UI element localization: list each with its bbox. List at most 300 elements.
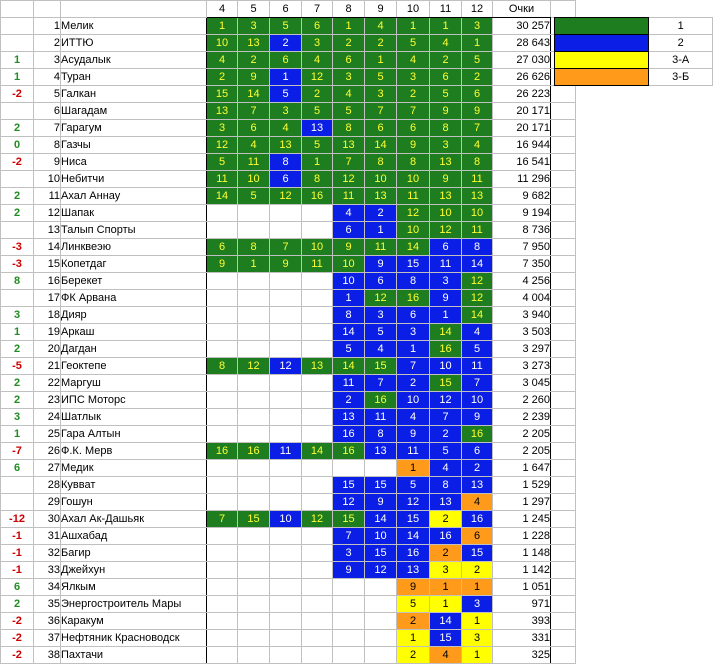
season-position-cell[interactable]: 16	[430, 528, 462, 545]
season-position-cell[interactable]: 12	[365, 290, 397, 307]
season-position-cell[interactable]	[207, 307, 238, 324]
rank-cell[interactable]: 5	[34, 86, 61, 103]
season-position-cell[interactable]	[302, 494, 333, 511]
rank-change-cell[interactable]: -2	[1, 86, 34, 103]
rank-cell[interactable]: 21	[34, 358, 61, 375]
season-position-cell[interactable]: 2	[397, 647, 430, 664]
header-col[interactable]: 8	[333, 1, 365, 18]
season-position-cell[interactable]: 3	[462, 596, 493, 613]
season-position-cell[interactable]: 12	[302, 69, 333, 86]
season-position-cell[interactable]	[365, 579, 397, 596]
season-position-cell[interactable]	[365, 596, 397, 613]
season-position-cell[interactable]: 4	[397, 409, 430, 426]
season-position-cell[interactable]: 7	[238, 103, 270, 120]
season-position-cell[interactable]	[238, 341, 270, 358]
season-position-cell[interactable]	[238, 596, 270, 613]
empty-cell[interactable]	[551, 154, 576, 171]
season-position-cell[interactable]: 16	[365, 392, 397, 409]
rank-change-cell[interactable]	[1, 103, 34, 120]
season-position-cell[interactable]: 2	[397, 375, 430, 392]
team-name-cell[interactable]: Энергостроитель Мары	[61, 596, 207, 613]
team-name-cell[interactable]: Маргуш	[61, 375, 207, 392]
season-position-cell[interactable]	[207, 647, 238, 664]
rank-change-cell[interactable]	[1, 35, 34, 52]
season-position-cell[interactable]: 12	[397, 205, 430, 222]
season-position-cell[interactable]: 13	[365, 443, 397, 460]
season-position-cell[interactable]: 1	[430, 307, 462, 324]
team-name-cell[interactable]: Линквеэю	[61, 239, 207, 256]
season-position-cell[interactable]: 12	[365, 562, 397, 579]
rank-change-cell[interactable]: -1	[1, 562, 34, 579]
empty-cell[interactable]	[551, 273, 576, 290]
rank-change-cell[interactable]: -1	[1, 528, 34, 545]
season-position-cell[interactable]: 14	[238, 86, 270, 103]
points-cell[interactable]: 7 350	[493, 256, 551, 273]
season-position-cell[interactable]: 13	[462, 477, 493, 494]
season-position-cell[interactable]: 11	[365, 239, 397, 256]
rank-cell[interactable]: 17	[34, 290, 61, 307]
season-position-cell[interactable]: 2	[302, 86, 333, 103]
rank-cell[interactable]: 28	[34, 477, 61, 494]
legend-swatch[interactable]	[555, 18, 649, 35]
season-position-cell[interactable]	[270, 324, 302, 341]
rank-change-cell[interactable]: 8	[1, 273, 34, 290]
season-position-cell[interactable]	[302, 375, 333, 392]
season-position-cell[interactable]	[207, 477, 238, 494]
season-position-cell[interactable]: 9	[430, 103, 462, 120]
rank-cell[interactable]: 14	[34, 239, 61, 256]
season-position-cell[interactable]: 15	[333, 477, 365, 494]
season-position-cell[interactable]: 15	[207, 86, 238, 103]
season-position-cell[interactable]	[270, 426, 302, 443]
empty-cell[interactable]	[551, 460, 576, 477]
season-position-cell[interactable]: 3	[365, 307, 397, 324]
season-position-cell[interactable]: 16	[462, 426, 493, 443]
season-position-cell[interactable]	[302, 545, 333, 562]
season-position-cell[interactable]: 4	[430, 460, 462, 477]
points-cell[interactable]: 2 260	[493, 392, 551, 409]
season-position-cell[interactable]	[270, 460, 302, 477]
season-position-cell[interactable]: 11	[238, 154, 270, 171]
points-cell[interactable]: 3 045	[493, 375, 551, 392]
empty-cell[interactable]	[551, 358, 576, 375]
season-position-cell[interactable]: 2	[430, 52, 462, 69]
empty-cell[interactable]	[551, 443, 576, 460]
season-position-cell[interactable]: 9	[397, 137, 430, 154]
season-position-cell[interactable]	[238, 647, 270, 664]
season-position-cell[interactable]	[270, 205, 302, 222]
season-position-cell[interactable]: 7	[333, 154, 365, 171]
season-position-cell[interactable]: 3	[462, 18, 493, 35]
season-position-cell[interactable]: 9	[238, 69, 270, 86]
season-position-cell[interactable]: 6	[397, 120, 430, 137]
season-position-cell[interactable]: 1	[397, 630, 430, 647]
season-position-cell[interactable]: 2	[270, 35, 302, 52]
points-cell[interactable]: 27 030	[493, 52, 551, 69]
team-name-cell[interactable]: Шапак	[61, 205, 207, 222]
points-cell[interactable]: 20 171	[493, 103, 551, 120]
rank-cell[interactable]: 36	[34, 613, 61, 630]
season-position-cell[interactable]: 5	[430, 86, 462, 103]
season-position-cell[interactable]: 3	[302, 35, 333, 52]
season-position-cell[interactable]: 13	[462, 188, 493, 205]
season-position-cell[interactable]: 11	[333, 375, 365, 392]
empty-cell[interactable]	[551, 426, 576, 443]
season-position-cell[interactable]: 6	[462, 443, 493, 460]
season-position-cell[interactable]: 7	[462, 375, 493, 392]
rank-change-cell[interactable]: 6	[1, 579, 34, 596]
season-position-cell[interactable]: 15	[333, 511, 365, 528]
empty-cell[interactable]	[551, 188, 576, 205]
season-position-cell[interactable]	[302, 222, 333, 239]
season-position-cell[interactable]	[302, 596, 333, 613]
season-position-cell[interactable]: 11	[207, 171, 238, 188]
season-position-cell[interactable]	[207, 562, 238, 579]
season-position-cell[interactable]	[207, 426, 238, 443]
season-position-cell[interactable]: 12	[302, 511, 333, 528]
season-position-cell[interactable]: 3	[238, 18, 270, 35]
rank-change-cell[interactable]: -2	[1, 154, 34, 171]
season-position-cell[interactable]: 13	[333, 137, 365, 154]
season-position-cell[interactable]	[365, 613, 397, 630]
season-position-cell[interactable]: 9	[430, 290, 462, 307]
season-position-cell[interactable]: 9	[397, 579, 430, 596]
team-name-cell[interactable]: Кувват	[61, 477, 207, 494]
season-position-cell[interactable]: 1	[365, 52, 397, 69]
season-position-cell[interactable]	[238, 494, 270, 511]
season-position-cell[interactable]: 2	[333, 392, 365, 409]
season-position-cell[interactable]: 15	[430, 375, 462, 392]
team-name-cell[interactable]: Ф.К. Мерв	[61, 443, 207, 460]
season-position-cell[interactable]: 5	[462, 52, 493, 69]
season-position-cell[interactable]: 13	[430, 188, 462, 205]
season-position-cell[interactable]	[207, 460, 238, 477]
season-position-cell[interactable]: 4	[270, 120, 302, 137]
points-cell[interactable]: 30 257	[493, 18, 551, 35]
season-position-cell[interactable]: 10	[270, 511, 302, 528]
season-position-cell[interactable]: 8	[333, 120, 365, 137]
season-position-cell[interactable]	[270, 613, 302, 630]
points-cell[interactable]: 9 194	[493, 205, 551, 222]
season-position-cell[interactable]: 7	[365, 103, 397, 120]
points-cell[interactable]: 1 148	[493, 545, 551, 562]
season-position-cell[interactable]: 8	[397, 154, 430, 171]
empty-cell[interactable]	[551, 120, 576, 137]
season-position-cell[interactable]: 9	[430, 171, 462, 188]
season-position-cell[interactable]: 5	[302, 137, 333, 154]
empty-cell[interactable]	[551, 324, 576, 341]
season-position-cell[interactable]	[238, 545, 270, 562]
season-position-cell[interactable]: 1	[462, 35, 493, 52]
rank-cell[interactable]: 35	[34, 596, 61, 613]
points-cell[interactable]: 3 297	[493, 341, 551, 358]
team-name-cell[interactable]: Шатлык	[61, 409, 207, 426]
season-position-cell[interactable]	[270, 477, 302, 494]
season-position-cell[interactable]: 6	[430, 239, 462, 256]
season-position-cell[interactable]: 7	[365, 375, 397, 392]
season-position-cell[interactable]: 3	[397, 324, 430, 341]
season-position-cell[interactable]	[207, 324, 238, 341]
points-cell[interactable]: 26 223	[493, 86, 551, 103]
season-position-cell[interactable]: 10	[302, 239, 333, 256]
points-cell[interactable]: 7 950	[493, 239, 551, 256]
points-cell[interactable]: 4 004	[493, 290, 551, 307]
team-name-cell[interactable]: Медик	[61, 460, 207, 477]
season-position-cell[interactable]: 11	[462, 171, 493, 188]
season-position-cell[interactable]: 11	[462, 222, 493, 239]
team-name-cell[interactable]: Ялкым	[61, 579, 207, 596]
season-position-cell[interactable]: 16	[333, 443, 365, 460]
season-position-cell[interactable]: 15	[430, 630, 462, 647]
empty-cell[interactable]	[551, 290, 576, 307]
season-position-cell[interactable]: 6	[270, 52, 302, 69]
season-position-cell[interactable]: 10	[365, 528, 397, 545]
empty-cell[interactable]	[551, 545, 576, 562]
rank-change-cell[interactable]: 1	[1, 69, 34, 86]
season-position-cell[interactable]: 1	[397, 341, 430, 358]
header-col[interactable]: 12	[462, 1, 493, 18]
header-col[interactable]: 7	[302, 1, 333, 18]
season-position-cell[interactable]: 12	[462, 290, 493, 307]
season-position-cell[interactable]: 3	[430, 562, 462, 579]
season-position-cell[interactable]: 10	[333, 256, 365, 273]
season-position-cell[interactable]	[207, 222, 238, 239]
season-position-cell[interactable]: 10	[430, 205, 462, 222]
rank-cell[interactable]: 16	[34, 273, 61, 290]
team-name-cell[interactable]: ИТТЮ	[61, 35, 207, 52]
rank-change-cell[interactable]: -7	[1, 443, 34, 460]
header-col[interactable]: 9	[365, 1, 397, 18]
empty-cell[interactable]	[551, 239, 576, 256]
rank-cell[interactable]: 19	[34, 324, 61, 341]
season-position-cell[interactable]: 16	[430, 341, 462, 358]
team-name-cell[interactable]: Дагдан	[61, 341, 207, 358]
points-cell[interactable]: 2 205	[493, 426, 551, 443]
points-cell[interactable]: 26 626	[493, 69, 551, 86]
rank-change-cell[interactable]: 3	[1, 307, 34, 324]
season-position-cell[interactable]: 12	[462, 273, 493, 290]
points-cell[interactable]: 9 682	[493, 188, 551, 205]
season-position-cell[interactable]: 16	[302, 188, 333, 205]
season-position-cell[interactable]: 9	[207, 256, 238, 273]
season-position-cell[interactable]: 5	[397, 477, 430, 494]
season-position-cell[interactable]: 9	[462, 409, 493, 426]
team-name-cell[interactable]: Мелик	[61, 18, 207, 35]
rank-cell[interactable]: 25	[34, 426, 61, 443]
season-position-cell[interactable]	[238, 290, 270, 307]
season-position-cell[interactable]: 8	[430, 477, 462, 494]
rank-cell[interactable]: 31	[34, 528, 61, 545]
season-position-cell[interactable]	[238, 392, 270, 409]
season-position-cell[interactable]: 9	[365, 494, 397, 511]
season-position-cell[interactable]	[270, 528, 302, 545]
legend-label[interactable]: 3-А	[649, 52, 713, 69]
season-position-cell[interactable]	[302, 613, 333, 630]
season-position-cell[interactable]	[302, 579, 333, 596]
season-position-cell[interactable]: 11	[365, 409, 397, 426]
season-position-cell[interactable]: 1	[302, 154, 333, 171]
season-position-cell[interactable]	[238, 613, 270, 630]
season-position-cell[interactable]	[302, 341, 333, 358]
empty-cell[interactable]	[551, 409, 576, 426]
season-position-cell[interactable]	[270, 545, 302, 562]
rank-cell[interactable]: 4	[34, 69, 61, 86]
season-position-cell[interactable]: 13	[207, 103, 238, 120]
season-position-cell[interactable]: 8	[238, 239, 270, 256]
rank-cell[interactable]: 8	[34, 137, 61, 154]
season-position-cell[interactable]: 16	[397, 290, 430, 307]
season-position-cell[interactable]: 12	[333, 171, 365, 188]
rank-change-cell[interactable]: 2	[1, 341, 34, 358]
season-position-cell[interactable]	[270, 409, 302, 426]
rank-cell[interactable]: 11	[34, 188, 61, 205]
season-position-cell[interactable]: 9	[365, 256, 397, 273]
season-position-cell[interactable]	[207, 205, 238, 222]
season-position-cell[interactable]: 3	[207, 120, 238, 137]
team-name-cell[interactable]: Ашхабад	[61, 528, 207, 545]
season-position-cell[interactable]: 8	[462, 154, 493, 171]
season-position-cell[interactable]	[207, 392, 238, 409]
season-position-cell[interactable]	[238, 579, 270, 596]
rank-change-cell[interactable]: 0	[1, 137, 34, 154]
empty-cell[interactable]	[551, 171, 576, 188]
season-position-cell[interactable]: 11	[462, 358, 493, 375]
team-name-cell[interactable]: Багир	[61, 545, 207, 562]
season-position-cell[interactable]: 5	[302, 103, 333, 120]
rank-change-cell[interactable]: -2	[1, 630, 34, 647]
season-position-cell[interactable]	[270, 341, 302, 358]
points-cell[interactable]: 1 245	[493, 511, 551, 528]
empty-cell[interactable]	[551, 596, 576, 613]
season-position-cell[interactable]	[270, 307, 302, 324]
season-position-cell[interactable]: 2	[462, 460, 493, 477]
season-position-cell[interactable]: 1	[270, 69, 302, 86]
season-position-cell[interactable]: 12	[238, 358, 270, 375]
season-position-cell[interactable]: 7	[462, 120, 493, 137]
empty-cell[interactable]	[551, 562, 576, 579]
season-position-cell[interactable]	[270, 494, 302, 511]
season-position-cell[interactable]	[238, 426, 270, 443]
season-position-cell[interactable]: 3	[430, 273, 462, 290]
rank-change-cell[interactable]: 2	[1, 205, 34, 222]
rank-change-cell[interactable]: -3	[1, 256, 34, 273]
rank-change-cell[interactable]: -2	[1, 647, 34, 664]
season-position-cell[interactable]	[302, 647, 333, 664]
season-position-cell[interactable]: 4	[365, 18, 397, 35]
points-cell[interactable]: 1 647	[493, 460, 551, 477]
empty-cell[interactable]	[551, 222, 576, 239]
empty-cell[interactable]	[551, 205, 576, 222]
team-name-cell[interactable]: Геоктепе	[61, 358, 207, 375]
season-position-cell[interactable]: 4	[238, 137, 270, 154]
season-position-cell[interactable]: 6	[270, 171, 302, 188]
season-position-cell[interactable]	[365, 630, 397, 647]
season-position-cell[interactable]	[207, 273, 238, 290]
season-position-cell[interactable]: 9	[333, 562, 365, 579]
points-cell[interactable]: 16 541	[493, 154, 551, 171]
rank-change-cell[interactable]: 6	[1, 460, 34, 477]
header-col[interactable]: 4	[207, 1, 238, 18]
team-name-cell[interactable]: Шагадам	[61, 103, 207, 120]
season-position-cell[interactable]: 4	[462, 324, 493, 341]
season-position-cell[interactable]: 13	[365, 188, 397, 205]
points-cell[interactable]: 393	[493, 613, 551, 630]
season-position-cell[interactable]: 13	[430, 494, 462, 511]
season-position-cell[interactable]	[270, 630, 302, 647]
empty-cell[interactable]	[551, 392, 576, 409]
season-position-cell[interactable]	[207, 596, 238, 613]
season-position-cell[interactable]	[302, 324, 333, 341]
team-name-cell[interactable]: Ахал Аннау	[61, 188, 207, 205]
season-position-cell[interactable]: 12	[430, 222, 462, 239]
season-position-cell[interactable]: 4	[333, 205, 365, 222]
season-position-cell[interactable]: 3	[365, 86, 397, 103]
season-position-cell[interactable]: 15	[365, 358, 397, 375]
season-position-cell[interactable]	[238, 409, 270, 426]
rank-cell[interactable]: 15	[34, 256, 61, 273]
season-position-cell[interactable]: 10	[462, 205, 493, 222]
season-position-cell[interactable]: 5	[270, 18, 302, 35]
season-position-cell[interactable]: 1	[462, 647, 493, 664]
season-position-cell[interactable]: 14	[333, 358, 365, 375]
season-position-cell[interactable]	[238, 375, 270, 392]
season-position-cell[interactable]	[302, 477, 333, 494]
points-cell[interactable]: 1 297	[493, 494, 551, 511]
rank-cell[interactable]: 1	[34, 18, 61, 35]
team-name-cell[interactable]: Небитчи	[61, 171, 207, 188]
empty-cell[interactable]	[551, 647, 576, 664]
points-cell[interactable]: 1 228	[493, 528, 551, 545]
season-position-cell[interactable]: 13	[302, 358, 333, 375]
season-position-cell[interactable]: 15	[238, 511, 270, 528]
team-name-cell[interactable]: ФК Арвана	[61, 290, 207, 307]
season-position-cell[interactable]: 12	[333, 494, 365, 511]
points-cell[interactable]: 971	[493, 596, 551, 613]
season-position-cell[interactable]: 7	[333, 528, 365, 545]
team-name-cell[interactable]: ИПС Моторс	[61, 392, 207, 409]
rank-change-cell[interactable]	[1, 18, 34, 35]
season-position-cell[interactable]: 5	[333, 341, 365, 358]
season-position-cell[interactable]: 14	[430, 613, 462, 630]
empty-cell[interactable]	[551, 630, 576, 647]
team-name-cell[interactable]: Аркаш	[61, 324, 207, 341]
season-position-cell[interactable]: 6	[462, 86, 493, 103]
season-position-cell[interactable]	[207, 409, 238, 426]
season-position-cell[interactable]	[302, 562, 333, 579]
rank-cell[interactable]: 2	[34, 35, 61, 52]
season-position-cell[interactable]	[302, 426, 333, 443]
season-position-cell[interactable]: 11	[302, 256, 333, 273]
points-cell[interactable]: 1 142	[493, 562, 551, 579]
empty-cell[interactable]	[551, 613, 576, 630]
header-col[interactable]: 11	[430, 1, 462, 18]
rank-change-cell[interactable]	[1, 494, 34, 511]
season-position-cell[interactable]: 4	[462, 494, 493, 511]
season-position-cell[interactable]: 8	[207, 358, 238, 375]
season-position-cell[interactable]: 10	[397, 171, 430, 188]
season-position-cell[interactable]: 4	[430, 35, 462, 52]
season-position-cell[interactable]: 2	[462, 69, 493, 86]
season-position-cell[interactable]: 16	[207, 443, 238, 460]
season-position-cell[interactable]: 1	[430, 18, 462, 35]
season-position-cell[interactable]: 10	[333, 273, 365, 290]
season-position-cell[interactable]: 1	[207, 18, 238, 35]
rank-cell[interactable]: 7	[34, 120, 61, 137]
season-position-cell[interactable]: 14	[462, 307, 493, 324]
season-position-cell[interactable]	[333, 579, 365, 596]
legend-label[interactable]: 1	[649, 18, 713, 35]
season-position-cell[interactable]: 2	[365, 35, 397, 52]
